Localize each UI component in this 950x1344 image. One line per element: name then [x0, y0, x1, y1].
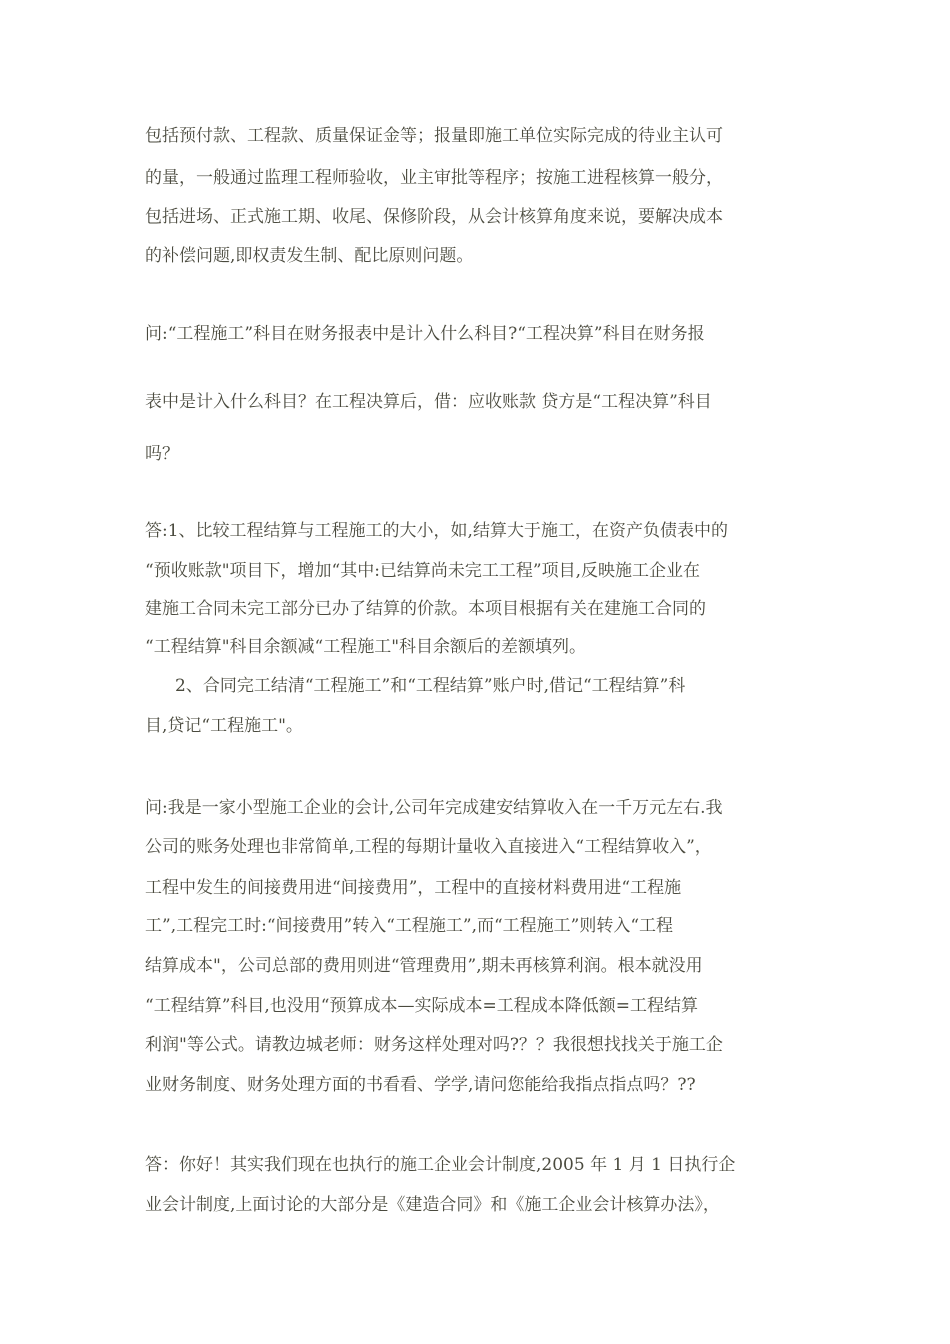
question-line: 工程中发生的间接费用进“间接费用”，工程中的直接材料费用进“工程施: [145, 878, 682, 898]
text-line: 的补偿问题,即权责发生制、配比原则问题。: [145, 246, 474, 266]
answer-line: 答:1、比较工程结算与工程施工的大小，如,结算大于施工，在资产负债表中的: [145, 521, 728, 541]
question-line: 结算成本"，公司总部的费用则进“管理费用”,期未再核算利润。根本就没用: [145, 956, 703, 976]
text-line: 包括预付款、工程款、质量保证金等；报量即施工单位实际完成的待业主认可: [145, 126, 723, 146]
answer-line: 建施工合同未完工部分已办了结算的价款。本项目根据有关在建施工合同的: [145, 599, 706, 619]
question-line: 公司的账务处理也非常简单,工程的每期计量收入直接进入“工程结算收入”，: [145, 837, 712, 857]
answer-line: “工程结算"科目余额减“工程施工"科目余额后的差额填列。: [145, 637, 587, 657]
answer-line: 答：你好！其实我们现在也执行的施工企业会计制度,2005 年 1 月 1 日执行企: [145, 1155, 736, 1175]
answer-line: 目,贷记“工程施工"。: [145, 716, 303, 736]
question-line: “工程结算”科目,也没用“预算成本—实际成本=工程成本降低额=工程结算: [145, 996, 698, 1016]
answer-line: 业会计制度,上面讨论的大部分是《建造合同》和《施工企业会计核算办法》，: [145, 1195, 720, 1215]
question-line: 问:我是一家小型施工企业的会计,公司年完成建安结算收入在一千万元左右.我: [145, 798, 723, 818]
text-line: 包括进场、正式施工期、收尾、保修阶段，从会计核算角度来说，要解决成本: [145, 207, 723, 227]
text-line: 的量，一般通过监理工程师验收，业主审批等程序；按施工进程核算一般分，: [145, 168, 723, 188]
question-line: 吗？: [145, 444, 179, 464]
answer-line: 2、合同完工结清“工程施工”和“工程结算”账户时,借记“工程结算”科: [175, 676, 686, 696]
answer-line: “预收账款"项目下，增加“其中:已结算尚未完工工程”项目,反映施工企业在: [145, 561, 701, 581]
question-line: 问:“工程施工”科目在财务报表中是计入什么科目?“工程决算”科目在财务报: [145, 324, 705, 344]
question-line: 工”,工程完工时:“间接费用”转入“工程施工”,而“工程施工”则转入“工程: [145, 916, 674, 936]
question-line: 表中是计入什么科目？在工程决算后，借：应收账款 贷方是“工程决算”科目: [145, 392, 712, 412]
question-line: 利润"等公式。请教边城老师：财务这样处理对吗?？？我很想找找关于施工企: [145, 1035, 723, 1055]
question-line: 业财务制度、财务处理方面的书看看、学学,请问您能给我指点指点吗？??: [145, 1075, 696, 1095]
